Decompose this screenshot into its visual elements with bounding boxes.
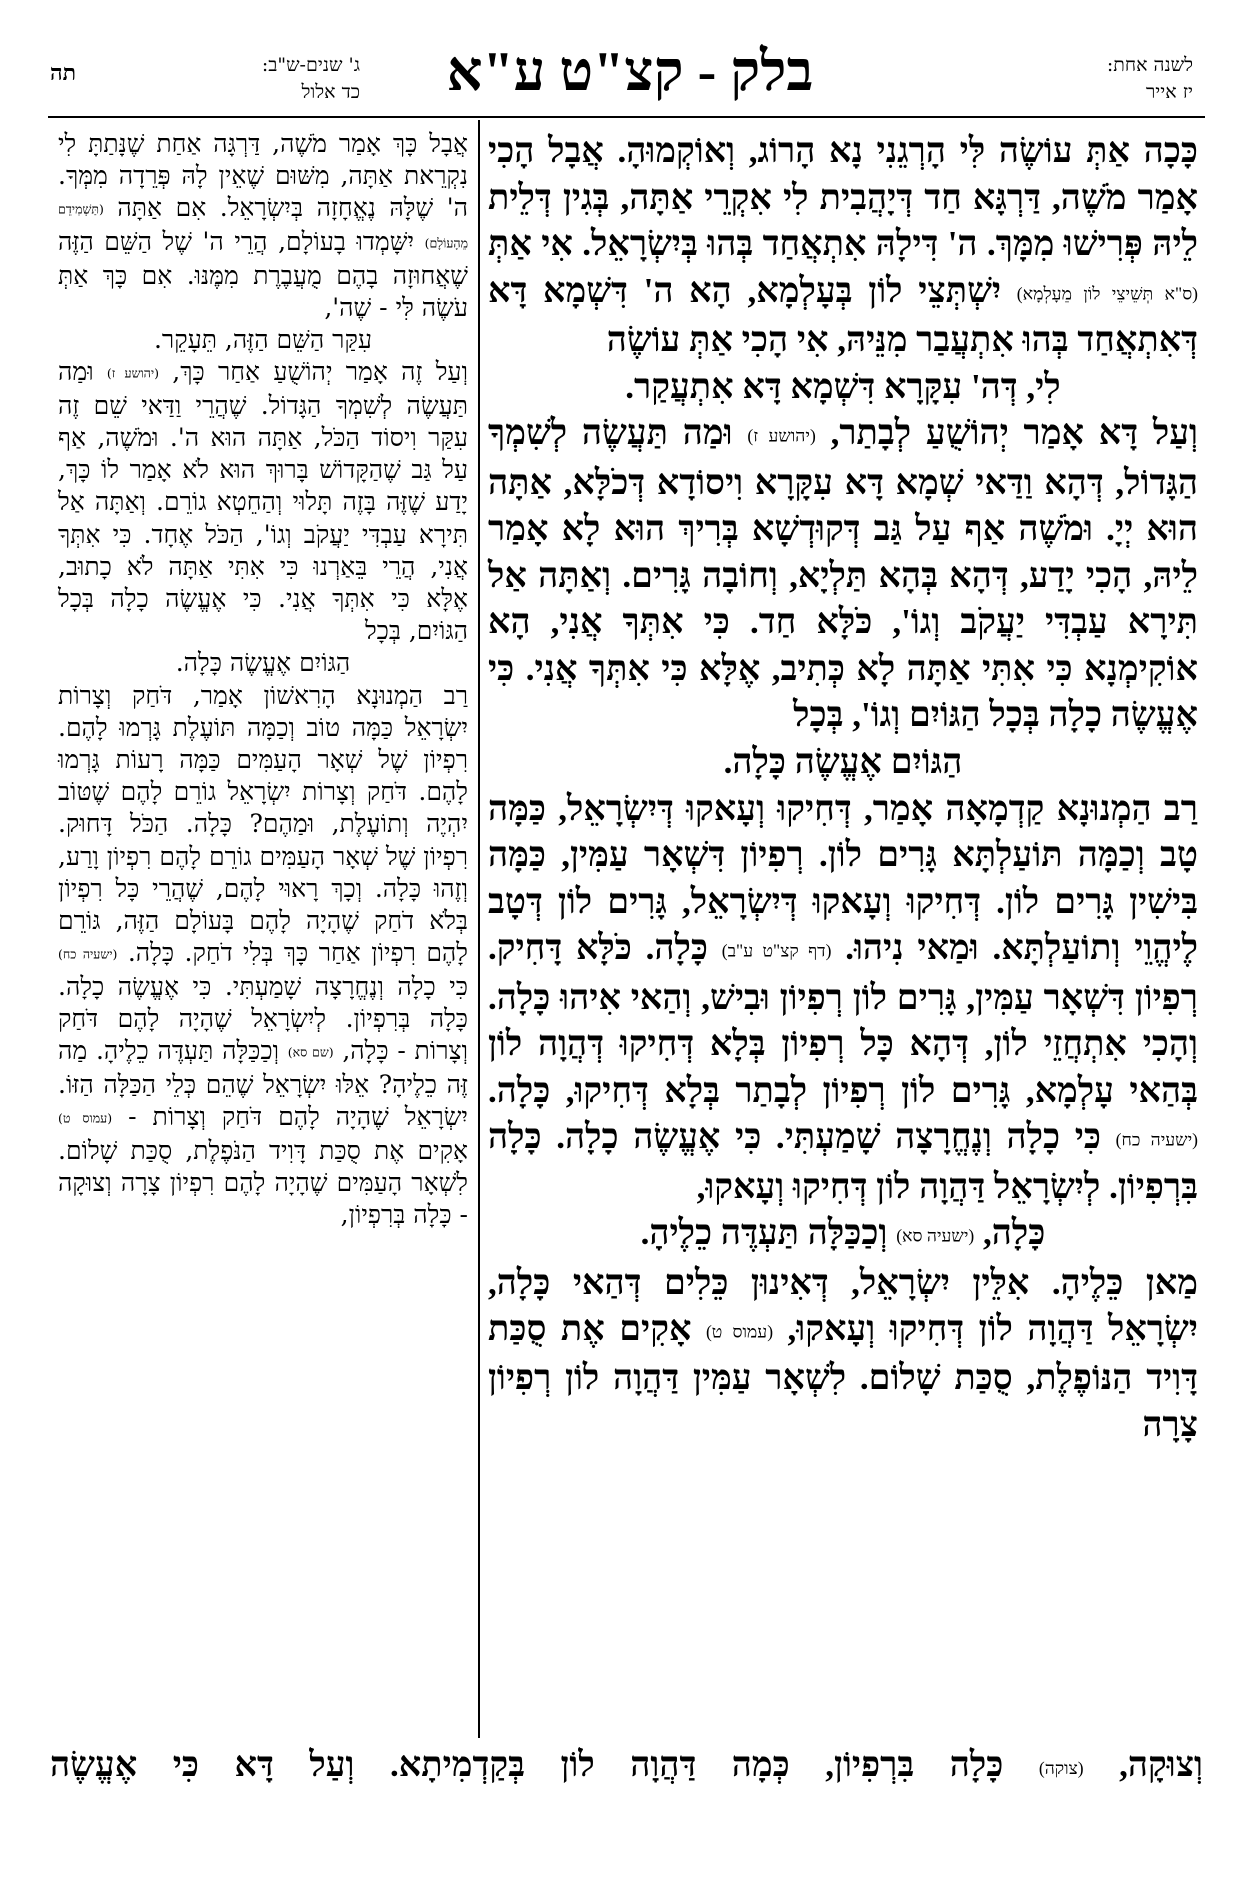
header-left-study-schedule	[100, 52, 360, 106]
main-p2-start: וְעַל דָּא אָמַר יְהוֹשֻׁעַ לְבָתַר,	[830, 413, 1198, 453]
side-s3-reference-2: (שם סא)	[287, 1044, 334, 1060]
side-s3-reference-3: (עמוס ט)	[58, 1110, 113, 1126]
main-p2-text: וּמַה תַּעֲשֶׂה לְשִׁמְךָ הַגָּדוֹל, דְּהָא וַדַּאי שְׁמָא דָּא עִקָּרָא וִיסוֹדָא דְּכֹלָּא, אַתָּה הוּא יְיָ. וּמֹשֶׁה אַף עַל גַּב דְּקוּדְשָׁא בְּרִיךְ הוּא לָא אָמַר לֵיהּ, הָכִי יָדַע, דְּהָא בְּהָא תַּלְיָא, וְחוֹבָה גָּרִים. וְאַתָּה אַל תִּירָא עַבְדִּי יַעֲקֹב וְגוֹ', כֹּלָּא חַד. כִּי אִתְּךָ אֲנִי, הָא אוֹקִימְנָא כִּי אִתִּי אַתָּה לָא כְּתִיב, אֶלָּא כִּי אִתְּךָ אֲנִי. כִּי אֶעֱשֶׂה כָלָה בְּכָל הַגּוֹיִם וְגוֹ', בְּכָל	[488, 413, 1198, 735]
side-s1-reference: (תַּשְׁמִידֵם מֵהָעוֹלָם)	[58, 201, 468, 251]
bottom-continuation-line	[50, 1742, 1203, 1791]
main-p1-reference: (ס"א תְּשֵׁיצֵי לוֹן מֵעָלְמָא)	[1016, 283, 1198, 304]
bottom-reference: (צוקה)	[1038, 1757, 1084, 1778]
bottom-text: כָּלָה בִּרְפִיוֹן, כְּמָה דַּהֲוָה לוֹן בְּקַדְמִיתָא. וְעַל דָּא כִּי אֶעֱשֶׂה	[50, 1745, 1004, 1784]
main-p3c-text: כִּי כָלָה וְנֶחֱרָצָה שָׁמַעְתִּי. כִּי אֶעֱשֶׂה כָלָה. כָּלָה בִּרְפִיוֹן. לְיִשְׂרָאֵל דַּהֲוָה לוֹן דְּחִיקוּ וְעָאקוּ,	[488, 1117, 1198, 1206]
column-divider	[478, 120, 480, 1738]
side-s1b-text: יִשָּׁמְדוּ בָעוֹלָם, הֲרֵי ה' שֶׁל הַשֵּׁם הַזֶּה שֶׁאֲחוּזָה בָהֶם מֻעֲבֶרֶת מִמֶּנּוּ. אִם כָּךְ אַתְּ עֹשֶׂה לִּי - שֶׁה',	[58, 227, 468, 322]
side-paragraph-3	[58, 680, 468, 1232]
header-right-line-1: לשנה אחת:	[1106, 54, 1193, 76]
main-text-column	[488, 128, 1198, 1449]
main-paragraph-1	[488, 128, 1198, 364]
side-s3-reference-1: (ישעיה כח)	[58, 946, 118, 962]
side-paragraph-1-end: עִקַּר הַשֵּׁם הַזֶּה, תֵּעָקֵר.	[153, 325, 372, 354]
main-paragraph-1-end: לִי, דְּה' עִקָּרָא דִּשְׁמָא דָּא אִתְעֲקַר.	[625, 366, 1061, 406]
side-paragraph-2	[58, 356, 468, 647]
header-divider	[48, 116, 1205, 118]
main-p3-reference-3: (ישעיה סא)	[896, 1226, 975, 1247]
side-s2-start: וְעַל זֶה אָמַר יְהוֹשֻׁעַ אַחַר כָּךְ,	[172, 357, 468, 387]
main-p4-text: מַאן כֵּלֶיהָ. אִלֵּין יִשְׂרָאֵל, דְּאִינוּן כֵּלִים דְּהַאי כָּלָה, יִשְׂרָאֵל דַּהֲוָה לוֹן דְּחִיקוּ וְעָאקוּ,	[488, 1262, 1198, 1349]
main-p4-reference: (עמוס ט)	[705, 1321, 774, 1342]
main-paragraph-2	[488, 410, 1198, 739]
side-paragraph-1	[58, 128, 468, 324]
side-s3b-text: כִּי כָלָה וְנֶחֱרָצָה שָׁמַעְתִּי. כִּי אֶעֱשֶׂה כָלָה. כָּלָה בְּרִפְיוֹן. לְיִשְׂרָאֵל שֶׁהָיָה לָהֶם דֹּחַק וְצָרוֹת - כָּלָה,	[58, 971, 468, 1066]
main-p3-page-reference: (דף קצ"ט ע"ב)	[721, 941, 832, 962]
side-s3d-text: אָקִים אֶת סֻכַּת דָּוִיד הַנֹּפֶלֶת, סֻכַּת שָׁלוֹם. לִשְׁאָר הָעַמִּים שֶׁהָיָה לָהֶם רִפְיוֹן צָרָה וְצוּקָה - כָּלָה בְּרִפְיוֹן,	[58, 1135, 468, 1230]
header-left-line-2: כד אלול	[301, 81, 360, 103]
main-p3-end-a: כָּלָה,	[983, 1213, 1046, 1253]
main-p2-reference: (יהושע ז)	[747, 425, 816, 446]
bottom-start: וְצוּקָה,	[1119, 1745, 1204, 1784]
page-title: בלק - קצ"ט ע"א	[446, 41, 814, 103]
main-paragraph-3	[488, 786, 1198, 1211]
header-left-line-1: ג' שנים-ש"ב:	[261, 54, 360, 76]
main-p3-reference-2: (ישעיה כח)	[1115, 1130, 1198, 1151]
header-right-study-schedule	[1013, 52, 1193, 106]
main-p3-end-b: וְכַכַּלָּה תַּעְדֶּה כֵלֶיהָ.	[640, 1213, 888, 1253]
header-right-line-2: יז אייר	[1145, 81, 1193, 103]
translation-column	[58, 128, 468, 1231]
main-p4b-text: אָקִים אֶת סֻכַּת דָּוִיד הַנּוֹפֶלֶת, סֻכַּת שָׁלוֹם. לִשְׁאָר עַמִּין דַּהֲוָה לוֹן רְפִיוֹן צָרָה	[488, 1309, 1198, 1445]
side-paragraph-2-end: הַגּוֹיִם אֶעֱשֶׂה כָּלָה.	[175, 648, 351, 678]
main-paragraph-2-end: הַגּוֹיִם אֶעֱשֶׂה כָּלָה.	[723, 742, 963, 782]
side-s2-text: וּמַה תַּעֲשֶׂה לְשִׁמְךָ הַגָּדוֹל. שֶׁהֲרֵי וַדַּאי שֵׁם זֶה עִקַּר וִיסוֹד הַכֹּל, אַתָּה הוּא ה'. וּמֹשֶׁה, אַף עַל גַּב שֶׁהַקָּדוֹשׁ בָּרוּךְ הוּא לֹא אָמַר לוֹ כָּךְ, יָדַע שֶׁזֶּה בָּזֶה תָּלוּי וְהַחֵטְא גוֹרֵם. וְאַתָּה אַל תִּירָא עַבְדִּי יַעֲקֹב וְגוֹ', הַכֹּל אֶחָד. כִּי אִתְּךָ אֲנִי, הֲרֵי בֵּאַרְנוּ כִּי אִתִּי אַתָּה לֹא כָתוּב, אֶלָּא כִּי אִתְּךָ אֲנִי. כִּי אֶעֱשֶׂה כָלָה בְּכָל הַגּוֹיִם, בְּכָל	[58, 357, 468, 646]
main-paragraph-3-end	[488, 1210, 1198, 1259]
side-s3-text: רַב הַמְנוּנָא הָרִאשׁוֹן אָמַר, דֹּחַק וְצָרוֹת יִשְׂרָאֵל כַּמָּה טוֹב וְכַמָּה תּוֹעֶלֶת גָּרְמוּ לָהֶם. רִפְיוֹן שֶׁל שְׁאָר הָעַמִּים כַּמָּה רָעוֹת גָּרְמוּ לָהֶם. דֹּחַק וְצָרוֹת יִשְׂרָאֵל גוֹרֵם לָהֶם שֶׁטּוֹב יִהְיֶה וְתוֹעֶלֶת, וּמַהֶם? כָּלָה. הַכֹּל דָּחוּק. רִפְיוֹן שֶׁל שְׁאָר הָעַמִּים גוֹרֵם לָהֶם רִפְיוֹן וָרַע, וְזֶהוּ כָּלָה. וְכָךְ רָאוּי לָהֶם, שֶׁהֲרֵי כָּל רִפְיוֹן בְּלֹא דֹחַק שֶׁהָיָה לָהֶם בָּעוֹלָם הַזֶּה, גּוֹרֵם לָהֶם רִפְיוֹן אַחַר כָּךְ בְּלִי דֹחַק. כָּלָה.	[58, 680, 469, 968]
main-p3b-text: כָּלָה. כֹּלָּא דָּחִיק. רְפִיוֹן דִּשְׁאָר עַמִּין, גָּרִים לוֹן רְפִיוֹן וּבִישׁ, וְהַאי אִיהוּ כָּלָה. וְהָכִי אִתְחֲזֵי לוֹן, דְּהָא כָּל רְפִיוֹן בְּלָא דְּחִיקוּ דְּהֲוָה לוֹן בְּהַאי עָלְמָא, גָּרִים לוֹן רְפִיוֹן לְבָתַר בְּלָא דְּחִיקוּ, כָּלָה.	[488, 928, 1198, 1110]
main-paragraph-4	[488, 1260, 1198, 1449]
main-p1b-text: יִשְׁתְּצֵי לוֹן בְּעָלְמָא, הָא ה' דִּשְׁמָא דָּא דְּאִתְאֲחַד בְּהוּ אִתְעֲבַר מִנֵּיהּ, אִי הָכִי אַתְּ עוֹשֶׂה	[488, 270, 1198, 360]
page-number: תה	[50, 60, 77, 86]
main-p3-text: רַב הַמְנוּנָא קַדְמָאָה אָמַר, דְּחִיקוּ וְעָאקוּ דְּיִשְׂרָאֵל, כַּמָּה טָב וְכַמָּה תּוֹעַלְתָּא גָּרִים לוֹן. רְפִיוֹן דִּשְׁאָר עַמִּין, כַּמָּה בִּישִׁין גָּרִים לוֹן. דְּחִיקוּ וְעָאקוּ דְּיִשְׂרָאֵל, גָּרִים לוֹן דְּטָב לֶיהֱוֵי וְתוֹעַלְתָּא. וּמַאי נִיהוּ.	[488, 788, 1199, 968]
side-s2-reference: (יהושע ז)	[106, 365, 159, 381]
main-p1-text: כָּכָה אַתְּ עוֹשֶׂה לִּי הָרְגֵנִי נָא הָרוֹג, וְאוֹקְמוּהָ. אֲבָל הָכִי אָמַר מֹשֶׁה, דַּרְגָּא חַד דְּיָהֲבִית לִי אִקְרֵי אַתָּה, בְּגִין דְּלֵית לֵיהּ פְּרִישׁוּ מִמָּךְ. ה' דִּילָהּ אִתְאֲחַד בְּהוּ בְּיִשְׂרָאֵל. אִי אַתְּ	[488, 131, 1198, 264]
side-s1-text: אֲבָל כָּךְ אָמַר מֹשֶׁה, דַּרְגָּה אַחַת שֶׁנָּתַתָּ לִי נִקְרֵאת אַתָּה, מִשּׁוּם שֶׁאֵין לָהּ פְּרֵדָה מִמְּךָ. ה' שֶׁלָּהּ נֶאֱחָזָה בְּיִשְׂרָאֵל. אִם אַתָּה	[58, 129, 468, 223]
side-s3c-text: וְכַכַּלָּה תַּעְדֶּה כֵלֶיהָ. מַה זֶּה כֵלֶיהָ? אֵלּוּ יִשְׂרָאֵל שֶׁהֵם כְּלֵי הַכַּלָּה הַזּוֹ. יִשְׂרָאֵל שֶׁהָיָה לָהֶם דֹּחַק וְצָרוֹת -	[58, 1036, 468, 1132]
